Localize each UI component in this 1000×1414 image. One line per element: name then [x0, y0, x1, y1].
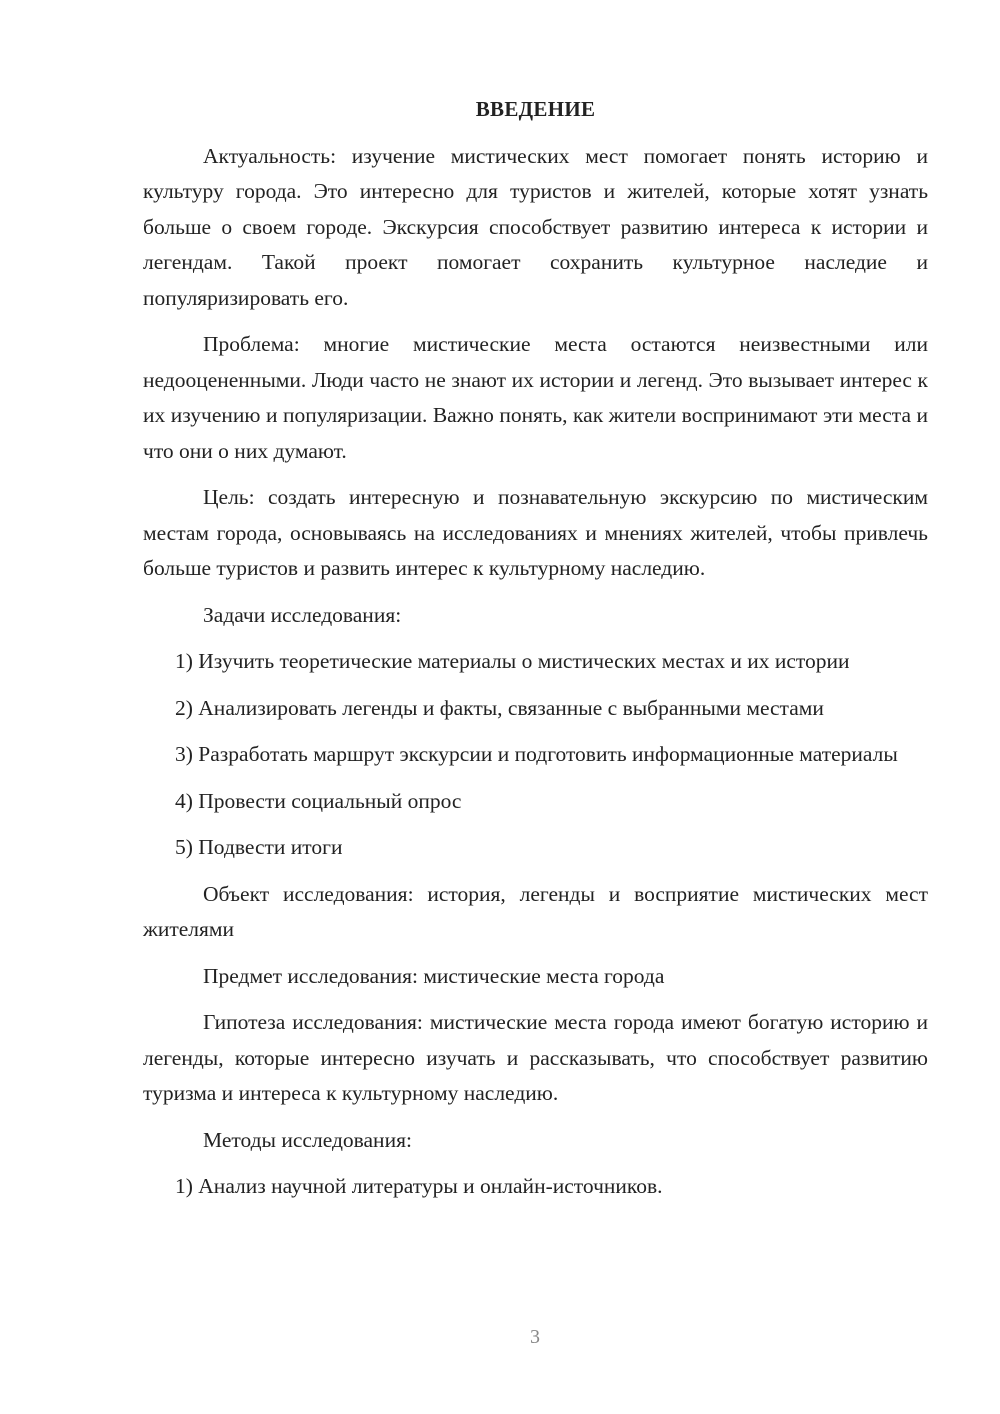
document-page — [143, 92, 928, 1216]
subject-paragraph: Предмет исследования: мистические места города — [203, 963, 665, 988]
method-item: 1) Анализ научной литературы и онлайн-источников. — [175, 1174, 663, 1198]
object-paragraph: Объект исследования: история, легенды и восприятие мистических мест жителями — [143, 881, 928, 941]
goal-paragraph: Цель: создать интересную и познавательную экскурсию по мистическим местам города, основываясь на исследованиях и мнениях жителей, чтобы привлечь больше туристов и развить интерес к культурному наследию. — [143, 485, 928, 580]
problem-paragraph: Проблема: многие мистические места остаются неизвестными или недооцененными. Люди часто не знают их истории и легенд. Это вызывает интерес к их изучению и популяризации. Важно понять, как жители воспринимают эти места и что они о них думают. — [143, 332, 928, 463]
page-number: 3 — [530, 1326, 540, 1348]
task-item: 5) Подвести итоги — [175, 835, 343, 859]
tasks-heading: Задачи исследования: — [203, 602, 402, 627]
section-title: ВВЕДЕНИЕ — [475, 97, 596, 121]
task-item: 3) Разработать маршрут экскурсии и подготовить информационные материалы — [175, 742, 898, 766]
hypothesis-paragraph: Гипотеза исследования: мистические места города имеют богатую историю и легенды, которые интересно изучать и рассказывать, что способствует развитию туризма и интереса к культурному наследию. — [143, 1010, 928, 1105]
methods-heading: Методы исследования: — [203, 1127, 412, 1152]
relevance-paragraph: Актуальность: изучение мистических мест помогает понять историю и культуру города. Это интересно для туристов и жителей, которые хотят узнать больше о своем городе. Экскурсия способствует развитию интереса к истории и легендам. Такой проект помогает сохранить культурное наследие и популяризировать его. — [143, 143, 928, 310]
task-item: 4) Провести социальный опрос — [175, 788, 462, 813]
task-item: 2) Анализировать легенды и факты, связанные с выбранными местами — [175, 695, 824, 720]
task-item: 1) Изучить теоретические материалы о мистических местах и их истории — [175, 649, 850, 673]
